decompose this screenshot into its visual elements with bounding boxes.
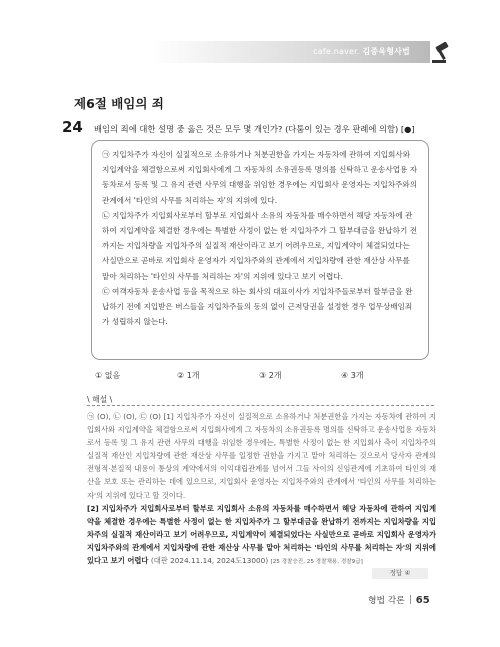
question-stem: 배임의 죄에 대한 설명 중 옳은 것은 모두 몇 개인가? (다툼이 있는 경우 판례에 의함) [94, 124, 399, 134]
choice-3: ③ 2개 [259, 371, 282, 380]
question-number: 24 [62, 118, 83, 136]
statement-box [91, 140, 429, 360]
footer-separator [410, 595, 411, 604]
question-text [94, 123, 415, 135]
explanation-divider [87, 405, 434, 406]
statement-2: ㉡ 지입차주가 지입회사로부터 할부로 지입회사 소유의 자동차를 매수하면서 해당 자동차에 관하여 지입계약을 체결한 경우에는 특별한 사정이 없는 한 지입차주가 그 할부대금을 완납하기 전까지는 지입차량을 지입차주의 실질적 재산이라고 보기 어려우므로, 지입계약이 체결되었다는 사실만으로 곧바로 지입회사 운영자가 지입차주와의 관계에서 지입차량에 관한 재산상 사무를 맡아 처리하는 '타인의 사무를 처리하는 자'의 지위에 있다고 보기 어렵다. [102, 210, 418, 281]
header-brand: 김중욱형사법 [362, 47, 410, 56]
answer-badge: 정답 ④ [372, 568, 428, 579]
gavel-icon [430, 42, 454, 64]
section-title: 제6절 배임의 죄 [74, 96, 164, 111]
header-bar [0, 41, 500, 63]
explanation-heading: \ 해설 \ [87, 395, 113, 404]
statement-1: ㉠ 지입차주가 자신이 실질적으로 소유하거나 처분권한을 가지는 자동차에 관하여 지입회사와 지입계약을 체결함으로써 지입회사에게 그 자동차의 소유권등록 명의를 신탁하고 운송사업용 자동차로서 등록 및 그 유지 관련 사무의 대행을 위임한 경우에는 지입회사 운영자는 지입차주와의 관계에서 '타인의 사무를 처리하는 자'의 지위에 있다. [102, 150, 418, 205]
choice-4: ④ 3개 [341, 371, 364, 380]
choice-2: ② 1개 [177, 371, 200, 380]
page-number: 65 [415, 595, 430, 606]
header-text [313, 46, 410, 57]
explanation-source: [25 경찰승진, 25 경찰채용, 경찰9급] [270, 559, 363, 566]
page-footer [368, 593, 430, 606]
explanation-para-2 [87, 502, 436, 569]
header-site: cafe.naver. [313, 47, 360, 56]
footer-book: 형법 각론 [368, 596, 405, 606]
statement-3: ㉢ 여객자동차 운송사업 등을 목적으로 하는 회사의 대표이사가 지입차주들로부터 할부금을 완납하기 전에 지입받은 버스들을 지입차주들의 동의 없이 근저당권을 설정한 경우 업무상배임죄가 성립하지 않는다. [102, 286, 413, 327]
choice-1: ① 없음 [95, 371, 121, 380]
explanation-body [87, 410, 436, 569]
explanation-para-1: ㉠ (O), ㉡ (O), ㉢ (O) [1] 지입차주가 자신이 실질적으로 소유하거나 처분권한을 가지는 자동차에 관하여 지입회사와 지입계약을 체결함으로써 지입회사에게 그 자동차의 소유권등록 명의를 신탁하고 운송사업용 자동차로서 등록 및 그 유지 관련 사무의 대행을 위임한 경우에는, 특별한 사정이 없는 한 지입회사 측이 지입차주의 실질적 재산인 지입차량에 관한 재산상 사무를 일정한 권한을 가지고 맡아 처리하는 것으로서 당사자 관계의 전형적·본질적 내용이 통상의 계약에서의 이익대립관계를 넘어서 그들 사이의 신임관계에 기초하여 타인의 재산을 보호 또는 관리하는 데에 있으므로, 지입회사 운영자는 지입차주와의 관계에서 '타인의 사무를 처리하는 자'의 지위에 있다고 할 것이다. [87, 412, 436, 500]
explanation-para-2-bold: [2] 지입차주가 지입회사로부터 할부로 지입회사 소유의 자동차를 매수하면서 해당 자동차에 관하여 지입계약을 체결한 경우에는 특별한 사정이 없는 한 지입차주가 그 할부대금을 완납하기 전까지는 지입차량을 지입차주의 실질적 재산이라고 보기 어려우므로, 지입계약이 체결되었다는 사실만으로 곧바로 지입회사 운영자가 지입차주와의 관계에서 지입차량에 관한 재산상 사무를 맡아 처리하는 '타인의 사무를 처리하는 자'의 지위에 있다고 보기 어렵다 [87, 503, 436, 566]
question-tag: [●] [400, 124, 415, 134]
explanation-citation: (대판 2024.11.14, 2024도13000) [150, 556, 269, 566]
